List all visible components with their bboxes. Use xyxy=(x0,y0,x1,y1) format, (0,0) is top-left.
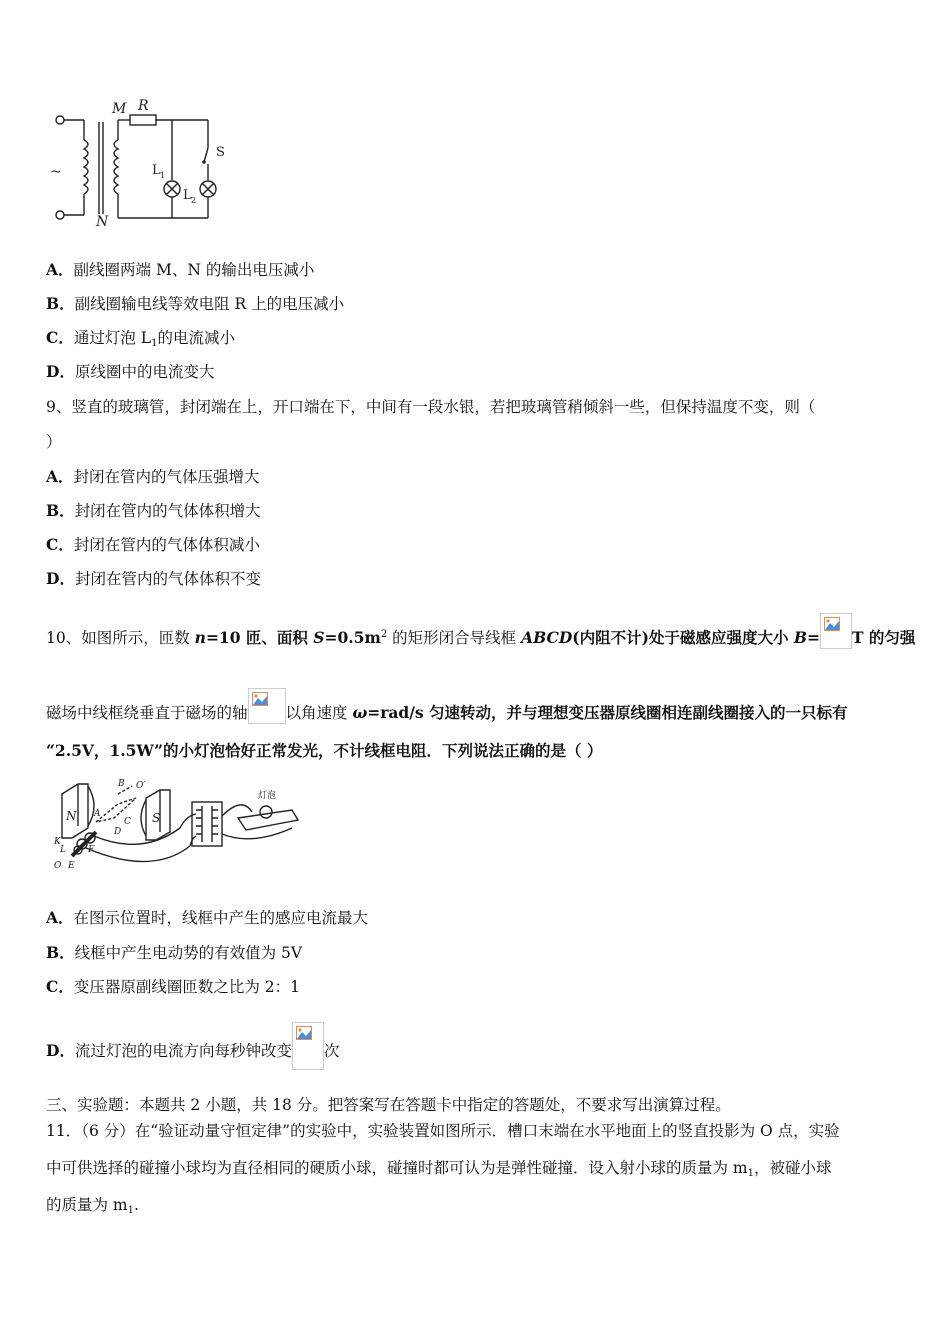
option-text: 封闭在管内的气体压强增大 xyxy=(73,468,260,486)
broken-image-icon xyxy=(824,617,840,631)
q10-option-a[interactable] xyxy=(46,907,368,929)
option-text: 封闭在管内的气体体积不变 xyxy=(74,570,261,588)
svg-text:N: N xyxy=(96,214,109,228)
q9-option-d[interactable] xyxy=(46,568,261,590)
missing-image-placeholder xyxy=(820,613,852,649)
svg-text:M: M xyxy=(112,101,127,117)
option-text: 通过灯泡 L xyxy=(73,329,152,347)
q9-stem-end: ） xyxy=(46,433,62,451)
q10-option-b[interactable] xyxy=(46,942,302,964)
option-text: 副线圈输电线等效电阻 R 上的电压减小 xyxy=(74,295,345,313)
q8-option-a[interactable] xyxy=(46,259,314,281)
transformer-circuit-figure xyxy=(46,96,236,228)
missing-image-placeholder xyxy=(292,1022,324,1070)
svg-text:L: L xyxy=(60,845,66,855)
q10-option-d[interactable] xyxy=(46,1022,339,1070)
option-letter: C． xyxy=(46,535,74,554)
svg-text:K: K xyxy=(54,837,61,847)
q11-line1: 11．（6 分）在“验证动量守恒定律”的实验中，实验装置如图所示．槽口末端在水平地面上的竖直投影为 O 点，实验 xyxy=(46,1122,840,1140)
svg-text:E: E xyxy=(68,861,75,871)
option-text: 原线圈中的电流变大 xyxy=(74,363,215,381)
option-letter: A． xyxy=(46,467,74,486)
broken-image-icon xyxy=(296,1026,312,1040)
option-letter: C． xyxy=(46,328,74,347)
q9-option-b[interactable] xyxy=(46,500,261,522)
option-letter: A． xyxy=(46,260,74,279)
q8-option-d[interactable] xyxy=(46,361,214,383)
q11-line3: 的质量为 $m_1$. xyxy=(46,1196,139,1216)
generator-transformer-figure xyxy=(52,776,308,872)
q8-option-b[interactable] xyxy=(46,293,344,315)
svg-text:R: R xyxy=(138,98,149,114)
svg-text:L: L xyxy=(152,163,161,178)
svg-text:A: A xyxy=(94,809,101,819)
option-text: 封闭在管内的气体体积增大 xyxy=(74,502,261,520)
broken-image-icon xyxy=(252,692,268,706)
svg-text:B: B xyxy=(118,779,125,789)
q10-option-c[interactable] xyxy=(46,976,300,998)
q10-stem-line3: “2.5V，1.5W”的小灯泡恰好正常发光，不计线框电阻．下列说法正确的是（ ） xyxy=(46,741,603,760)
option-letter: D． xyxy=(46,1041,75,1060)
q10-stem-line1: 10、如图所示，匝数 n=10 匝、面积 $S=0.5m^2$ 的矩形闭合导线框 ABCD(内阻不计)处于磁感应强度大小 B= T 的匀强 xyxy=(46,613,915,649)
option-letter: D． xyxy=(46,569,75,588)
svg-text:~: ~ xyxy=(50,164,62,180)
option-subscript: 1 xyxy=(151,338,158,349)
option-text: 封闭在管内的气体体积减小 xyxy=(73,536,260,554)
option-letter: A． xyxy=(46,908,74,927)
option-text: 线框中产生电动势的有效值为 5V xyxy=(74,944,303,962)
q10-stem-line2: 磁场中线框绕垂直于磁场的轴 以角速度 ω=rad/s 匀速转动，并与理想变压器原线圈相连副线圈接入的一只标有 xyxy=(46,688,848,724)
q9-option-c[interactable] xyxy=(46,534,260,556)
option-text: 在图示位置时，线框中产生的感应电流最大 xyxy=(73,909,369,927)
q11-line2: 中可供选择的碰撞小球均为直径相同的硬质小球，碰撞时都可认为是弹性碰撞．设入射小球的质量为 $m_1$，被碰小球 xyxy=(46,1159,832,1179)
option-text-end: 的电流减小 xyxy=(157,329,235,347)
svg-text:N: N xyxy=(66,809,77,823)
svg-text:F: F xyxy=(88,845,95,855)
q9-stem: 9、竖直的玻璃管，封闭端在上，开口端在下，中间有一段水银，若把玻璃管稍倾斜一些，但保持温度不变，则（ xyxy=(46,398,816,416)
svg-text:S: S xyxy=(216,145,225,160)
svg-text:灯泡: 灯泡 xyxy=(258,791,277,801)
section-heading: 三、实验题：本题共 2 小题，共 18 分。把答案写在答题卡中指定的答题处，不要求写出演算过程。 xyxy=(46,1096,731,1114)
svg-text:D: D xyxy=(114,827,122,837)
svg-text:S: S xyxy=(152,811,161,825)
option-letter: B． xyxy=(46,501,75,520)
option-text-end: 次 xyxy=(323,1042,340,1060)
option-text: 流过灯泡的电流方向每秒钟改变 xyxy=(74,1042,292,1060)
option-letter: D． xyxy=(46,362,75,381)
q8-option-c[interactable] xyxy=(46,327,235,355)
option-text: 变压器原副线圈匝数之比为 2：1 xyxy=(73,978,300,996)
missing-image-placeholder xyxy=(248,688,286,724)
option-letter: C． xyxy=(46,977,74,996)
svg-text:1: 1 xyxy=(160,171,166,180)
option-text: 副线圈两端 M、N 的输出电压减小 xyxy=(73,261,315,279)
svg-text:O′: O′ xyxy=(136,781,146,791)
option-letter: B． xyxy=(46,294,75,313)
option-letter: B． xyxy=(46,943,75,962)
svg-text:2: 2 xyxy=(191,196,197,205)
svg-text:C: C xyxy=(124,817,131,827)
q9-option-a[interactable] xyxy=(46,466,260,488)
svg-text:O: O xyxy=(54,861,62,871)
svg-text:L: L xyxy=(183,188,192,203)
